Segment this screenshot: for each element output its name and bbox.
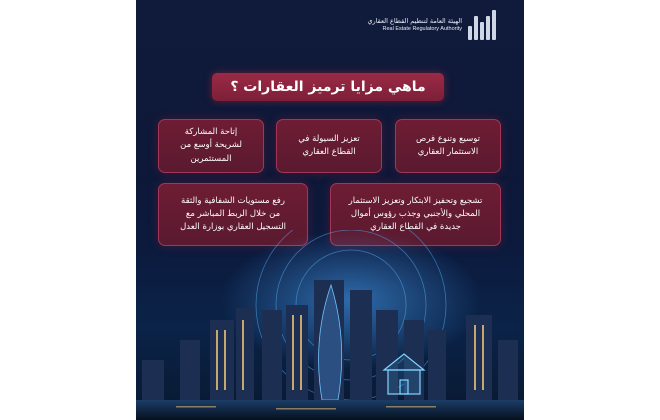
city-skyline-illustration [136,230,524,420]
authority-logo [367,8,496,42]
benefit-text: رفع مستويات الشفافية والثقة من خلال الربط المباشر مع التسجيل العقاري بوزارة العدل [180,195,286,233]
benefit-text: تعزيز السيولة في القطاع العقاري [298,133,360,157]
logo-english-name: Real Estate Regulatory Authority [382,25,462,32]
logo-text [367,18,462,32]
benefit-card-investment-opportunities [395,119,501,173]
logo-arabic-name: الهيئة العامة لتنظيم القطاع العقاري [367,17,462,26]
poster [136,0,524,420]
benefit-text: إتاحة المشاركة لشريحة أوسع من المستثمرين [180,127,242,164]
building-logo-icon [468,10,496,40]
benefit-card-participation [158,119,264,173]
benefit-text: توسيع وتنوع فرص الاستثمار العقاري [416,133,480,157]
benefit-text: تشجيع وتحفيز الابتكار وتعزيز الاستثمار المحلي والأجنبي وجذب رؤوس أموال جديدة في القطاع العقاري [348,195,483,233]
benefit-card-liquidity [276,119,382,173]
page-title: ماهي مزايا ترميز العقارات ؟ [212,73,444,101]
